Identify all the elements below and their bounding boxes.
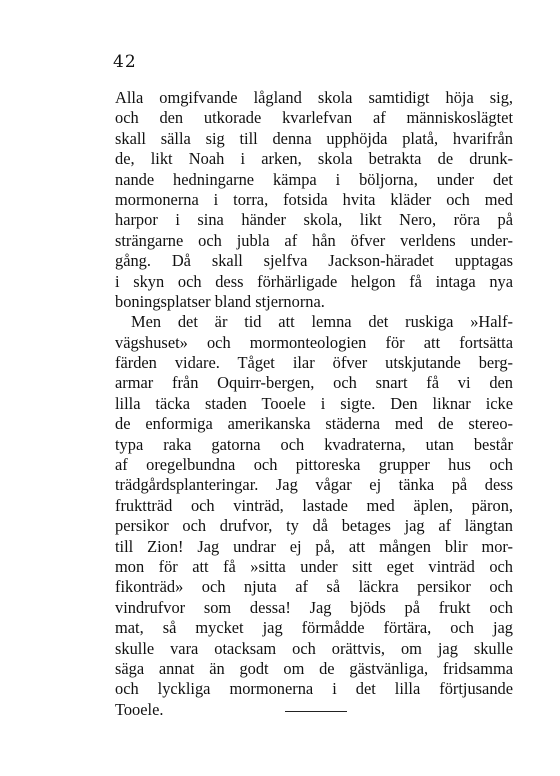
text-line: fikonträd» och njuta af så läckra persikor och — [115, 577, 513, 597]
text-line: vindrufvor som dessa! Jag bjöds på frukt och — [115, 597, 513, 617]
text-line: vägshuset» och mormonteologien för att fortsätta — [115, 332, 513, 352]
text-line: nande hedningarne kämpa i böljorna, under det — [115, 169, 513, 189]
text-line: mat, så mycket jag förmådde förtära, och jag — [115, 618, 513, 638]
text-line: armar från Oquirr-bergen, och snart få vi den — [115, 373, 513, 393]
text-line: till Zion! Jag undrar ej på, att mången blir mor- — [115, 536, 513, 556]
text-line: persikor och drufvor, ty då betages jag af längtan — [115, 516, 513, 536]
text-line: skulle vara otacksam och orättvis, om jag skulle — [115, 638, 513, 658]
text-line: lilla täcka staden Tooele i sigte. Den liknar icke — [115, 393, 513, 413]
text-line: gång. Då skall sjelfva Jackson-häradet upptagas — [115, 251, 513, 271]
text-line: de enformiga amerikanska städerna med de stereo- — [115, 414, 513, 434]
text-line: och den utkorade kvarlefvan af människoslägtet — [115, 108, 513, 128]
text-line: fruktträd och vinträd, lastade med äplen, päron, — [115, 495, 513, 515]
text-line: Men det är tid att lemna det ruskiga »Half- — [131, 312, 513, 332]
body-text — [115, 88, 513, 720]
text-line: mormonerna i torra, fotsida hvita kläder och med — [115, 189, 513, 209]
text-line: färden vidare. Tåget ilar öfver utskjutande berg- — [115, 353, 513, 373]
text-line: skall sälla sig till denna upphöjda platå, hvarifrån — [115, 128, 513, 148]
page-number: 42 — [113, 52, 137, 72]
text-line: Tooele. — [115, 699, 164, 719]
text-line: harpor i sina händer skola, likt Nero, röra på — [115, 210, 513, 230]
text-line: säga annat än godt om de gästvänliga, fridsamma — [115, 658, 513, 678]
paragraph-1 — [115, 88, 513, 312]
text-line: boningsplatser bland stjernorna. — [115, 291, 325, 311]
text-line: och lyckliga mormonerna i det lilla förtjusande — [115, 679, 513, 699]
text-line: trädgårdsplanteringar. Jag vågar ej tänka på dess — [115, 475, 513, 495]
end-rule — [285, 711, 347, 712]
text-line: strängarne och jubla af hån öfver verldens under- — [115, 230, 513, 250]
text-line: mon för att få »sitta under sitt eget vinträd och — [115, 556, 513, 576]
text-line: i skyn och dess förhärligade helgon få intaga nya — [115, 271, 513, 291]
text-line: Alla omgifvande lågland skola samtidigt höja sig, — [115, 88, 513, 107]
text-line: typa raka gatorna och kvadraterna, utan består — [115, 434, 513, 454]
text-line: de, likt Noah i arken, skola betrakta de drunk- — [115, 149, 513, 169]
paragraph-2 — [115, 312, 513, 720]
text-line: af oregelbundna och pittoreska grupper hus och — [115, 455, 513, 475]
